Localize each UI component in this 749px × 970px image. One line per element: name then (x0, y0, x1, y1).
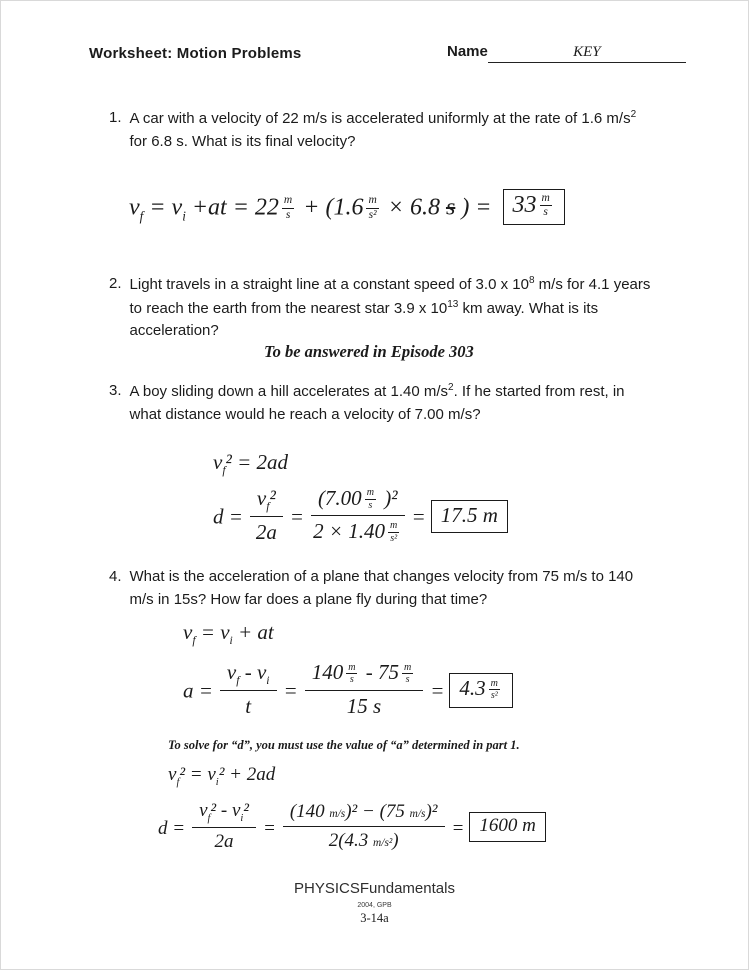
superscript: 2 (448, 382, 454, 393)
fraction-denominator (311, 516, 405, 545)
subscript-f: f (176, 776, 180, 788)
unit-fraction-m-per-s (346, 662, 357, 686)
math-token: 2(4.3 (328, 829, 374, 851)
unit-denominator: s² (490, 690, 498, 702)
footer-brand: PHYSICSFundamentals (294, 880, 455, 897)
fraction-numerator (305, 660, 424, 690)
math-token: 140 (311, 660, 344, 685)
math-token: ² (269, 486, 276, 511)
fraction-numerator (250, 486, 283, 517)
problem-2-number: 2. (109, 275, 122, 292)
equals-sign: = (411, 504, 426, 529)
unit-numerator: m (366, 194, 378, 208)
name-label: Name (447, 43, 488, 60)
episode-note: To be answered in Episode 303 (264, 342, 474, 361)
math-token: = v (143, 194, 183, 221)
answer-box-3: 17.5 m (431, 500, 508, 533)
math-token: - v (239, 660, 267, 684)
unit-fraction-m-per-s (540, 192, 552, 219)
subscript-i: i (266, 675, 270, 688)
problem-2-text (130, 273, 658, 343)
footer-page-number: 3-14a (360, 911, 389, 925)
answer-box-4b: 1600 m (469, 812, 545, 842)
var-v: v (226, 660, 237, 684)
subscript-i: i (215, 776, 219, 788)
math-token: )² (425, 800, 438, 822)
subscript-f: f (266, 501, 270, 514)
math-token: +at = 22 (185, 194, 279, 221)
math-token: ² + 2ad (218, 764, 276, 785)
unit-denominator: s (285, 208, 291, 221)
equals-sign: = (451, 817, 465, 839)
unit-numerator: m (348, 661, 356, 673)
equals-sign: = (263, 817, 276, 839)
unit-numerator: m (282, 194, 294, 208)
math-token: 2 × 1.40 (313, 519, 386, 544)
math-token: ² - v (210, 800, 241, 821)
name-value: KEY (488, 44, 686, 63)
var-v: v (129, 194, 140, 221)
fraction-denominator: t (245, 694, 252, 719)
cancelled-unit-s: s (445, 194, 456, 221)
math-token: )² (378, 486, 398, 510)
unit-numerator: m (403, 661, 412, 673)
answer-value: 4.3 (459, 676, 486, 701)
unit-m-per-s: m/s (409, 807, 426, 820)
unit-denominator: s (368, 499, 373, 511)
text-segment: A car with a velocity of 22 m/s is accelerated uniformly at the rate of 1.6 m/s (129, 110, 631, 127)
problem-4-number: 4. (109, 568, 122, 585)
unit-fraction-m-per-s2 (489, 678, 500, 702)
math-token: a = (183, 678, 213, 703)
problem-4-text: What is the acceleration of a plane that changes velocity from 75 m/s to 140 m/s in 15s? How far does a plane fly during that time? (129, 568, 634, 608)
subscript-f: f (236, 675, 240, 688)
superscript: 2 (630, 109, 637, 120)
var-v: v (183, 620, 193, 644)
worksheet-title: Worksheet: Motion Problems (89, 45, 302, 62)
text-segment: for 6.8 s. What is its final velocity? (129, 132, 356, 150)
problem-4 (109, 566, 658, 611)
fraction (283, 801, 445, 852)
unit-denominator: s² (390, 532, 398, 544)
equation-4d (158, 800, 546, 856)
unit-numerator: m (540, 192, 552, 206)
math-token: + (1.6 (297, 194, 364, 221)
fraction (250, 486, 283, 545)
math-token: × 6.8 (381, 194, 446, 221)
answer-value: 33 (512, 192, 537, 218)
fraction-denominator: 15 s (346, 693, 382, 718)
math-token: (140 (289, 800, 330, 822)
math-token: - 75 (360, 660, 399, 685)
problem-1 (109, 107, 658, 153)
math-token: (7.00 (317, 486, 362, 510)
problem-3-text (130, 380, 658, 426)
unit-fraction-m-per-s (365, 487, 376, 511)
fraction-denominator (283, 827, 445, 852)
unit-fraction-m-per-s (282, 194, 294, 221)
unit-numerator: m (490, 677, 498, 689)
subscript-f: f (222, 465, 226, 478)
math-token: ² = 2ad (225, 450, 289, 474)
unit-fraction-m-per-s2 (366, 194, 378, 221)
unit-denominator: s (349, 674, 354, 686)
unit-numerator: m (390, 520, 398, 532)
unit-m-per-s: m/s (329, 807, 346, 820)
problem-3 (109, 380, 658, 426)
unit-denominator: s (405, 674, 410, 686)
problem-3-number: 3. (109, 382, 122, 399)
equation-4c (168, 764, 275, 788)
text-segment: km away. What is its acceleration? (129, 299, 599, 339)
subscript-i: i (182, 208, 186, 224)
fraction-denominator: 2a (255, 520, 277, 545)
var-v: v (213, 450, 223, 474)
answer-box-1 (503, 189, 565, 225)
name-field (447, 43, 686, 63)
fraction-numerator (220, 660, 277, 691)
fraction (192, 800, 256, 853)
fraction-numerator (283, 801, 445, 827)
math-token: = v (195, 620, 230, 644)
var-v: v (168, 764, 177, 785)
equals-sign: = (430, 678, 445, 703)
equation-3a (213, 450, 288, 477)
equation-4b (183, 660, 513, 722)
math-token: d = (158, 817, 186, 839)
problem-2 (109, 273, 658, 343)
equation-1 (129, 191, 565, 227)
var-v: v (256, 486, 267, 511)
fraction (311, 486, 405, 546)
unit-m-per-s2: m/s² (373, 836, 393, 849)
fraction-numerator (192, 800, 256, 828)
equation-3b (213, 486, 508, 549)
equation-4a (183, 620, 274, 647)
subscript-i: i (240, 812, 244, 824)
text-segment: m/s for 4.1 years to reach the earth from the nearest star 3.9 x 10 (129, 276, 651, 317)
text-segment: A boy sliding down a hill accelerates at 1.40 m/s (129, 383, 449, 400)
fraction (220, 660, 277, 719)
text-segment: Light travels in a straight line at a constant speed of 3.0 x 10 (129, 276, 529, 293)
equals-sign: = (283, 678, 298, 703)
superscript: 13 (447, 298, 459, 310)
subscript-i: i (229, 635, 233, 648)
var-v: v (199, 800, 208, 821)
text-segment: . If he started from rest, in what distance would he reach a velocity of 7.00 m/s? (129, 383, 625, 423)
subscript-f: f (139, 208, 144, 224)
footer-credit: 2004, GPB (357, 902, 392, 909)
math-token: ) = (455, 194, 498, 221)
math-token: + at (232, 620, 274, 644)
math-token: ² = v (179, 764, 216, 785)
unit-denominator: s (543, 205, 548, 218)
problem-1-number: 1. (109, 109, 122, 126)
subscript-f: f (192, 635, 196, 648)
problem-1-text (130, 107, 658, 153)
fraction-numerator (311, 486, 405, 516)
math-token: ) (392, 829, 399, 851)
math-token: ² (243, 800, 249, 821)
superscript: 8 (528, 275, 535, 286)
math-token: )² − (75 (345, 800, 410, 822)
unit-denominator: s² (368, 208, 377, 221)
fraction-denominator: 2a (214, 830, 234, 852)
unit-numerator: m (366, 487, 374, 499)
fraction (305, 660, 424, 718)
math-token: d = (213, 504, 243, 529)
unit-fraction-m-per-s2 (388, 520, 399, 544)
unit-fraction-m-per-s (402, 662, 413, 686)
subscript-f: f (207, 812, 211, 824)
equals-sign: = (289, 504, 304, 529)
hint-note: To solve for “d”, you must use the value of “a” determined in part 1. (168, 738, 520, 752)
answer-box-4a (449, 673, 513, 707)
